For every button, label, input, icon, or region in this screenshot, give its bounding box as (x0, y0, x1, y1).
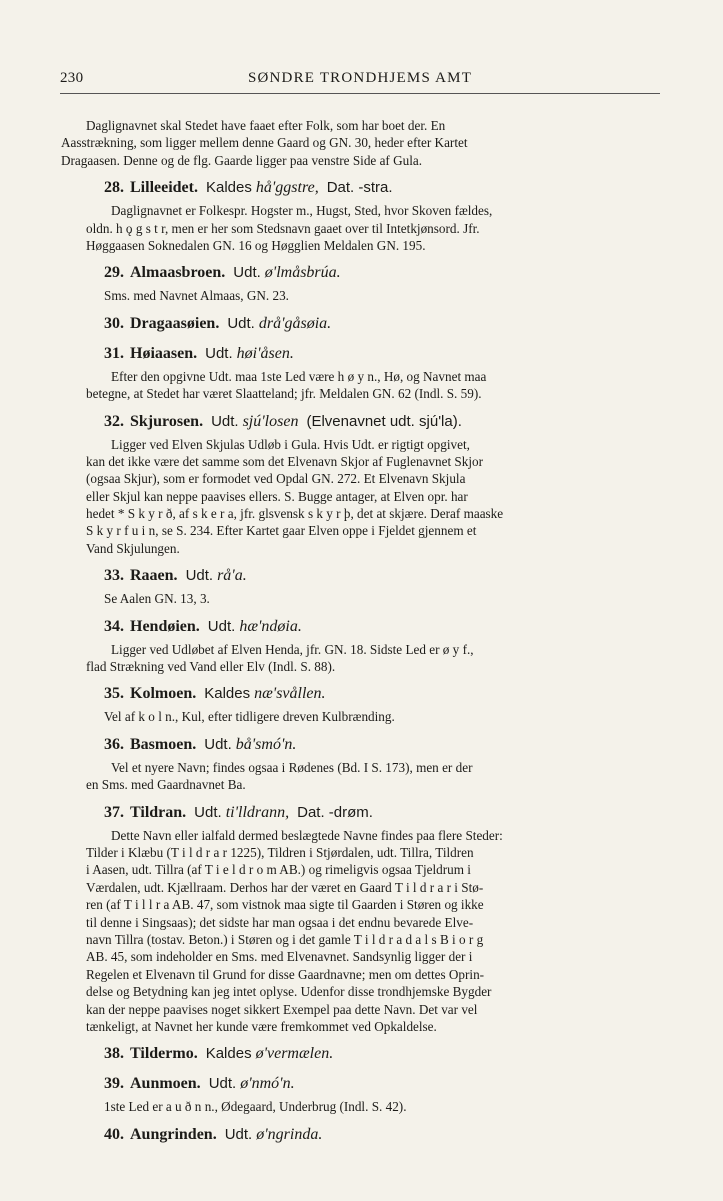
entry-number: 35. (104, 685, 124, 703)
entry-pronunciation: hæ'ndøia. (239, 617, 302, 635)
text-line: Aasstrækning, som ligger mellem denne Gaard og GN. 30, heder efter Kartet (61, 135, 468, 151)
text-line: AB. 45, som indeholder en Sms. med Elvenavnet. Sandsynlig ligger der i (86, 949, 473, 965)
text-line: Se Aalen GN. 13, 3. (104, 591, 210, 607)
text-line: Høggaasen Soknedalen GN. 16 og Høgglien Meldalen GN. 195. (86, 237, 426, 253)
text-line: Vand Skjulungen. (86, 540, 180, 556)
entry-paragraph (104, 1098, 662, 1115)
entry-name: Almaasbroen. (130, 264, 226, 282)
text-line: navn Tillra (tostav. Beton.) i Støren og i det gamle T i l d r a d a l s B i o r g (86, 931, 484, 947)
entry-pronunciation: ø'lmåsbrúa. (264, 264, 341, 282)
entry-number: 39. (104, 1075, 124, 1093)
entry-label: Kaldes (205, 1045, 252, 1063)
text-line: Ligger ved Elven Skjulas Udløb i Gula. Hvis Udt. er rigtigt opgivet, (111, 436, 470, 452)
text-line: ren (af T i l l r a AB. 47, som vistnok maa sigte til Gaarden i Støren og ikke (86, 897, 484, 913)
text-line: Dragaasen. Denne og de flg. Gaarde ligger paa venstre Side af Gula. (61, 152, 423, 168)
text-line: Daglignavnet skal Stedet have faaet efter Folk, som har boet der. En (86, 118, 446, 133)
entry-name: Basmoen. (130, 735, 197, 753)
page-header (60, 68, 660, 92)
text-line: Ligger ved Udløbet af Elven Henda, jfr. GN. 18. Sidste Led er ø y f., (111, 641, 474, 657)
entry-number: 31. (104, 344, 124, 362)
text-line: S k y r f u i n, se S. 234. Efter Kartet gaar Elven oppe i Fjeldet gjennem et (86, 523, 477, 539)
entry-number: 34. (104, 617, 124, 635)
text-line: Daglignavnet er Folkespr. Hogster m., Hugst, Sted, hvor Skoven fældes, (111, 203, 493, 219)
body-text (61, 117, 662, 1149)
entry-name: Lilleeidet. (130, 179, 198, 197)
entry-paragraph (86, 202, 662, 254)
entry-label: Udt. (211, 412, 239, 430)
entry-name: Tildran. (130, 803, 187, 821)
entry-paragraph (104, 287, 662, 304)
entry-number: 37. (104, 803, 124, 821)
text-line: Regelen et Elvenavn til Grund for disse Gaardnavne; men om dettes Oprin- (86, 966, 485, 982)
entry (86, 802, 662, 1036)
text-line: i Aasen, udt. Tillra (af T i e l d r o m AB.) og rimeligvis ogsaa Tjeldrum i (86, 862, 471, 878)
entry (86, 1043, 662, 1065)
text-line: oldn. h ǫ g s t r, men er her som Stedsnavn gaaet over til Intetkjønsord. Jfr. (86, 220, 480, 236)
entry-label: Kaldes (205, 179, 252, 197)
page-number: 230 (60, 70, 84, 86)
entry-heading (104, 683, 662, 705)
entry-number: 29. (104, 264, 124, 282)
entry-name: Skjurosen. (130, 412, 204, 430)
entry-label: Udt. (224, 1125, 253, 1143)
text-line: Vel et nyere Navn; findes ogsaa i Rødenes (Bd. I S. 173), men er der (111, 759, 473, 775)
entry (86, 313, 662, 335)
entry (86, 683, 662, 725)
entry-name: Raaen. (130, 567, 178, 585)
text-line: Efter den opgivne Udt. maa 1ste Led være h ø y n., Hø, og Navnet maa (111, 368, 487, 384)
entry-number: 30. (104, 314, 124, 332)
entry-name: Aunmoen. (130, 1075, 201, 1093)
entry-pronunciation: drå'gåsøia. (258, 314, 332, 332)
entry-name: Tildermo. (130, 1045, 198, 1063)
entry-label: Udt. (204, 735, 232, 753)
running-title: SØNDRE TRONDHJEMS AMT (247, 70, 473, 86)
entry-number: 33. (104, 567, 124, 585)
entry-heading (104, 565, 662, 587)
text-line: til denne i Singsaas); det sidste har man ogsaa i det endnu bevarede Elve- (86, 914, 474, 930)
entry-heading (104, 177, 662, 199)
entry-extra: (Elvenavnet udt. sjú'la). (306, 412, 462, 430)
entry-extra: Dat. -drøm. (297, 803, 373, 821)
entry-paragraph (86, 759, 662, 794)
entry-label: Udt. (233, 264, 261, 282)
text-line: kan der neppe paavises noget sikkert Exempel paa dette Navn. Det var vel (86, 1001, 478, 1017)
text-line: Tilder i Klæbu (T i l d r a r 1225), Tildren i Stjørdalen, udt. Tillra, Tildren (86, 844, 474, 860)
entry (86, 734, 662, 794)
entry-heading (104, 1124, 662, 1146)
entry-heading (104, 734, 662, 756)
entry-name: Hendøien. (130, 617, 200, 635)
text-line: Værdalen, udt. Kjællraam. Derhos har der været en Gaard T i l d r a r i Stø- (86, 879, 484, 895)
entry-heading (104, 343, 662, 365)
entry-label: Udt. (227, 314, 255, 332)
entry-paragraph (104, 708, 662, 725)
entry-label: Udt. (185, 567, 214, 585)
entry-heading (104, 1073, 662, 1095)
text-line: Vel af k o l n., Kul, efter tidligere dreven Kulbrænding. (104, 709, 395, 725)
entry (86, 1124, 662, 1146)
entry-pronunciation: ø'ngrinda. (256, 1125, 323, 1143)
text-line: (ogsaa Skjur), som er formodet ved Opdal GN. 272. Et Elvenavn Skjula (86, 471, 466, 487)
entry-heading (104, 802, 662, 824)
text-line: Dette Navn eller ialfald dermed beslægtede Navne findes paa flere Steder: (111, 827, 503, 843)
entry-list (86, 177, 662, 1146)
entry-heading (104, 616, 662, 638)
entry-extra: Dat. -stra. (326, 179, 393, 197)
entry (86, 343, 662, 403)
entry-pronunciation: sjú'losen (242, 412, 299, 430)
entry-pronunciation: næ'svållen. (254, 685, 326, 703)
text-line: tænkeligt, at Navnet her kunde være fremkommet ved Opkaldelse. (86, 1018, 437, 1034)
entry-label: Udt. (207, 617, 236, 635)
entry-paragraph (86, 641, 662, 676)
entry-pronunciation: ø'vermælen. (255, 1045, 334, 1063)
entry-pronunciation: ø'nmó'n. (240, 1075, 295, 1093)
entry (86, 1073, 662, 1115)
entry (86, 616, 662, 676)
text-line: betegne, at Stedet har været Slaatteland; jfr. Meldalen GN. 62 (Indl. S. 59). (86, 386, 482, 402)
entry-heading (104, 1043, 662, 1065)
intro-paragraph (61, 117, 662, 169)
entry-label: Udt. (194, 803, 222, 821)
text-line: flad Strækning ved Vand eller Elv (Indl. S. 88). (86, 659, 336, 675)
entry-number: 32. (104, 412, 124, 430)
entry-label: Kaldes (204, 685, 251, 703)
entry-heading (104, 262, 662, 284)
text-line: Sms. med Navnet Almaas, GN. 23. (104, 288, 289, 304)
entry-heading (104, 313, 662, 335)
entry-label: Udt. (208, 1075, 237, 1093)
entry-name: Dragaasøien. (130, 314, 220, 332)
text-line: eller Skjul kan neppe paavises ellers. S. Bugge antager, at Elven opr. har (86, 488, 468, 504)
entry-pronunciation: høi'åsen. (236, 344, 294, 362)
entry-pronunciation: bå'smó'n. (235, 735, 297, 753)
entry-name: Høiaasen. (130, 344, 198, 362)
entry-number: 38. (104, 1045, 124, 1063)
entry-name: Kolmoen. (130, 685, 197, 703)
entry-label: Udt. (205, 344, 233, 362)
entry-paragraph (86, 368, 662, 403)
entry (86, 262, 662, 304)
text-line: en Sms. med Gaardnavnet Ba. (86, 777, 246, 793)
text-line: delse og Betydning kan jeg intet oplyse. Udenfor disse trondhjemske Bygder (86, 984, 492, 1000)
entry-number: 40. (104, 1125, 124, 1143)
text-line: hedet * S k y r ð, af s k e r a, jfr. glsvensk s k y r þ, det at skjære. Deraf maaske (86, 506, 504, 522)
entry-pronunciation: rå'a. (217, 567, 247, 585)
text-line: kan det ikke være det samme som det Elvenavn Skjor af Fuglenavnet Skjor (86, 453, 484, 469)
entry-name: Aungrinden. (130, 1125, 217, 1143)
entry-paragraph (86, 436, 662, 558)
entry (86, 411, 662, 558)
header-rule (60, 93, 660, 94)
entry-heading (104, 411, 662, 433)
entry-paragraph (86, 827, 662, 1036)
entry (86, 177, 662, 254)
entry-pronunciation: hå'ggstre, (255, 179, 319, 197)
entry (86, 565, 662, 607)
entry-number: 36. (104, 735, 124, 753)
entry-paragraph (104, 590, 662, 607)
entry-number: 28. (104, 179, 124, 197)
entry-pronunciation: ti'lldrann, (225, 803, 290, 821)
text-line: 1ste Led er a u ð n n., Ødegaard, Underbrug (Indl. S. 42). (104, 1099, 407, 1115)
